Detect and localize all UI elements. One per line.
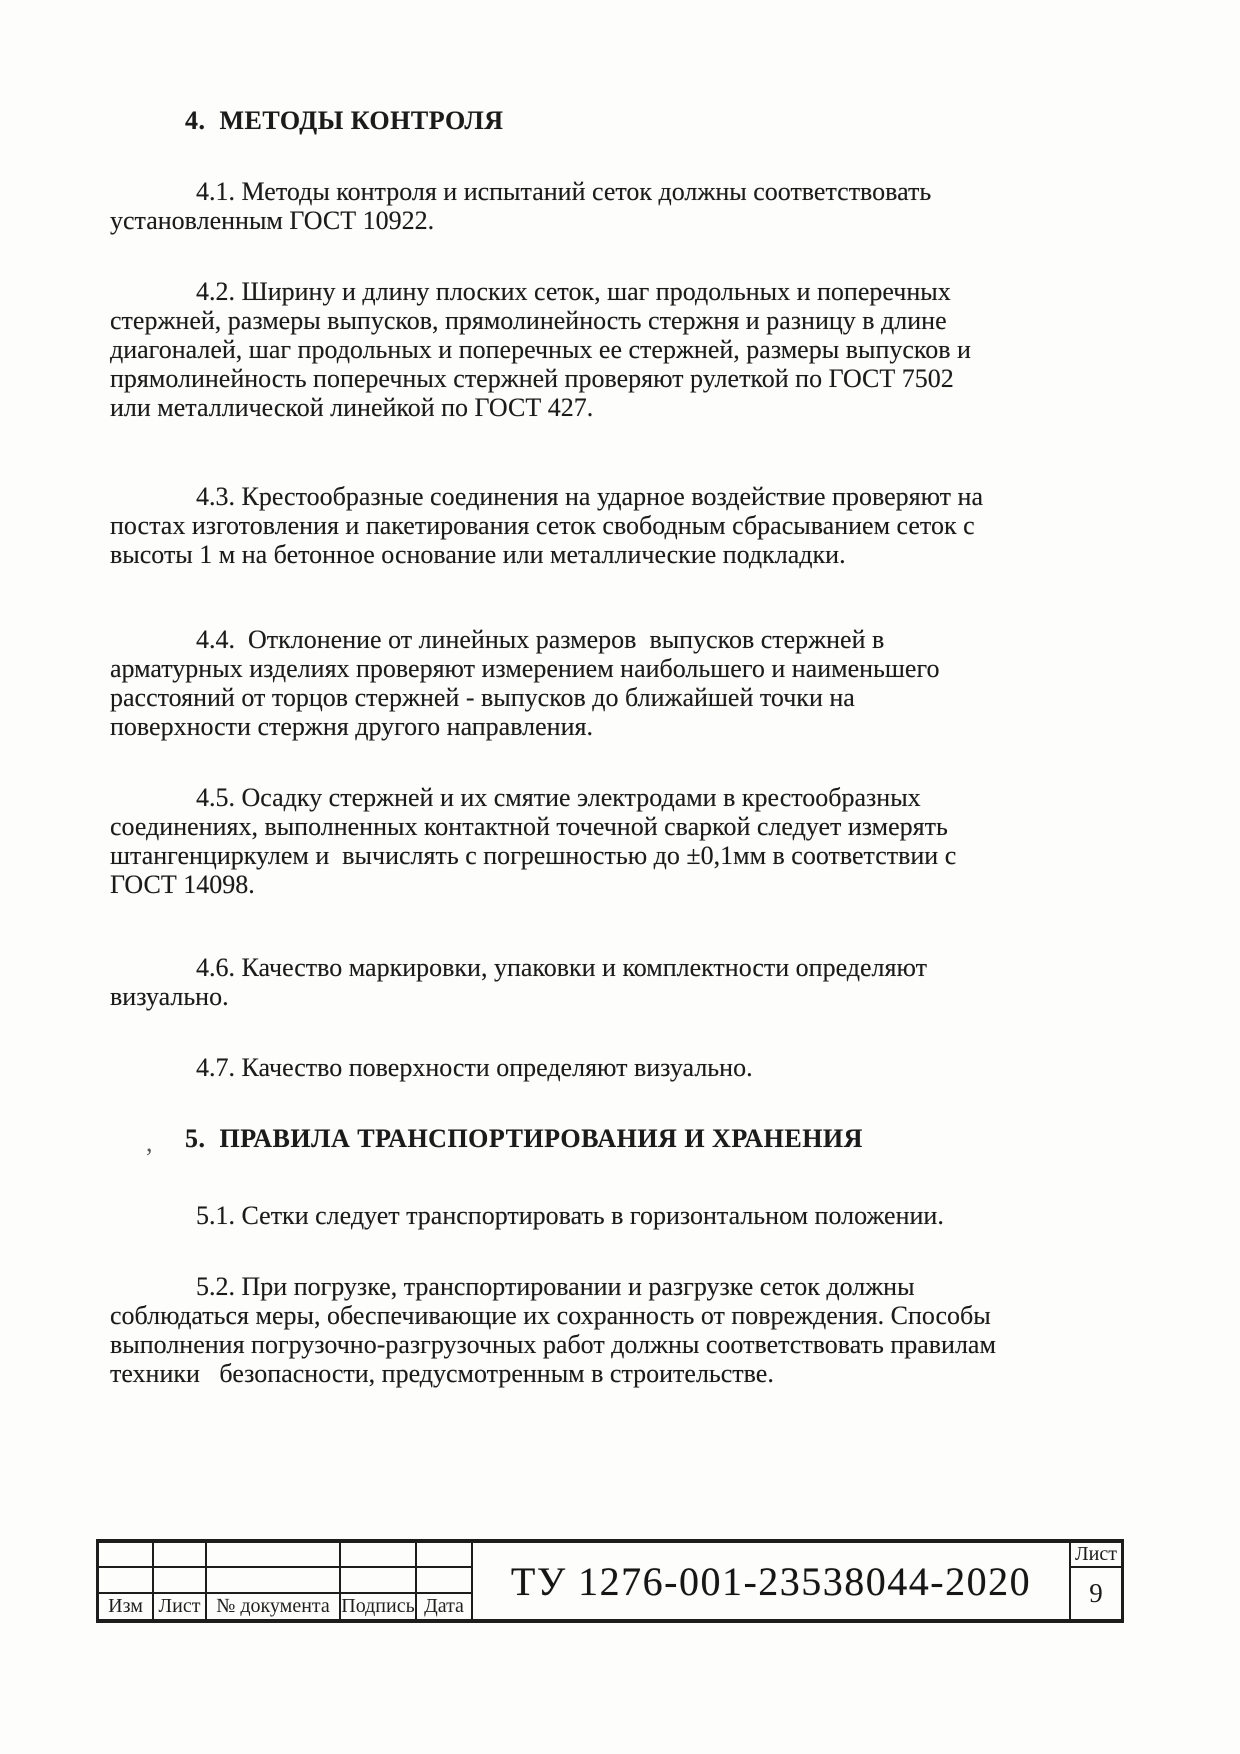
text-line: 5.2. При погрузке, транспортировании и разгрузке сеток должны	[196, 1272, 915, 1301]
revision-column-label: № документа	[207, 1594, 341, 1619]
paragraph	[110, 953, 1195, 1011]
text-line: 5. ПРАВИЛА ТРАНСПОРТИРОВАНИЯ И ХРАНЕНИЯ	[185, 1124, 863, 1153]
text-line: стержней, размеры выпусков, прямолинейность стержня и разницу в длине	[110, 306, 947, 335]
paragraph	[110, 1201, 1195, 1230]
revision-column-label: Лист	[154, 1594, 207, 1619]
paragraph	[110, 1272, 1195, 1388]
paragraph	[110, 277, 1195, 422]
text-line: 4.4. Отклонение от линейных размеров выпусков стержней в	[196, 625, 885, 654]
revision-column-label: Изм	[99, 1594, 154, 1619]
revision-empty-cell	[154, 1543, 207, 1568]
text-line: постах изготовления и пакетирования сеток свободным сбрасыванием сеток с	[110, 511, 975, 540]
paragraph	[110, 625, 1195, 741]
text-line: высоты 1 м на бетонное основание или металлические подкладки.	[110, 540, 846, 569]
title-block	[96, 1539, 1124, 1623]
revision-empty-cell	[417, 1543, 473, 1568]
section-heading	[110, 106, 1195, 135]
text-line: поверхности стержня другого направления.	[110, 712, 593, 741]
sheet-label: Лист	[1071, 1543, 1121, 1568]
revision-empty-cell	[417, 1568, 473, 1594]
document-body	[110, 0, 1195, 1388]
text-line: 4. МЕТОДЫ КОНТРОЛЯ	[185, 106, 504, 135]
revision-empty-cell	[207, 1543, 341, 1568]
revision-column-label: Подпись	[341, 1594, 417, 1619]
text-line: установленным ГОСТ 10922.	[110, 206, 435, 235]
sheet-cell	[1069, 1543, 1121, 1619]
text-line: соблюдаться меры, обеспечивающие их сохранность от повреждения. Способы	[110, 1301, 991, 1330]
text-line: прямолинейность поперечных стержней проверяют рулеткой по ГОСТ 7502	[110, 364, 954, 393]
paragraph	[110, 177, 1195, 235]
text-line: 4.2. Ширину и длину плоских сеток, шаг продольных и поперечных	[196, 277, 951, 306]
text-line: техники безопасности, предусмотренным в строительстве.	[110, 1359, 774, 1388]
text-line: 4.7. Качество поверхности определяют визуально.	[196, 1053, 753, 1082]
scan-artifact-mark: ,	[146, 1128, 153, 1157]
sheet-number: 9	[1089, 1578, 1103, 1608]
revision-empty-cell	[99, 1568, 154, 1594]
text-line: 4.6. Качество маркировки, упаковки и комплектности определяют	[196, 953, 927, 982]
revision-empty-cell	[207, 1568, 341, 1594]
text-line: 4.1. Методы контроля и испытаний сеток должны соответствовать	[196, 177, 932, 206]
text-line: 4.3. Крестообразные соединения на ударное воздействие проверяют на	[196, 482, 983, 511]
text-line: штангенциркулем и вычислять с погрешностью до ±0,1мм в соответствии с	[110, 841, 957, 870]
section-heading	[110, 1124, 1195, 1153]
revision-empty-cell	[154, 1568, 207, 1594]
text-line: визуально.	[110, 982, 229, 1011]
text-line: или металлической линейкой по ГОСТ 427.	[110, 393, 594, 422]
document-number-cell: ТУ 1276-001-23538044-2020	[510, 1558, 1032, 1604]
revision-empty-cell	[341, 1568, 417, 1594]
revision-empty-cell	[99, 1543, 154, 1568]
paragraph	[110, 1053, 1195, 1082]
text-line: арматурных изделиях проверяют измерением наибольшего и наименьшего	[110, 654, 940, 683]
text-line: соединениях, выполненных контактной точечной сваркой следует измерять	[110, 812, 948, 841]
text-line: диагоналей, шаг продольных и поперечных ее стержней, размеры выпусков и	[110, 335, 971, 364]
paragraph	[110, 482, 1195, 569]
text-line: 4.5. Осадку стержней и их смятие электродами в крестообразных	[196, 783, 921, 812]
text-line: ГОСТ 14098.	[110, 870, 255, 899]
revision-empty-cell	[341, 1543, 417, 1568]
revision-column-label: Дата	[417, 1594, 473, 1619]
text-line: расстояний от торцов стержней - выпусков до ближайшей точки на	[110, 683, 855, 712]
revision-table	[99, 1543, 473, 1619]
text-line: 5.1. Сетки следует транспортировать в горизонтальном положении.	[196, 1201, 944, 1230]
paragraph	[110, 783, 1195, 899]
text-line: выполнения погрузочно-разгрузочных работ должны соответствовать правилам	[110, 1330, 996, 1359]
